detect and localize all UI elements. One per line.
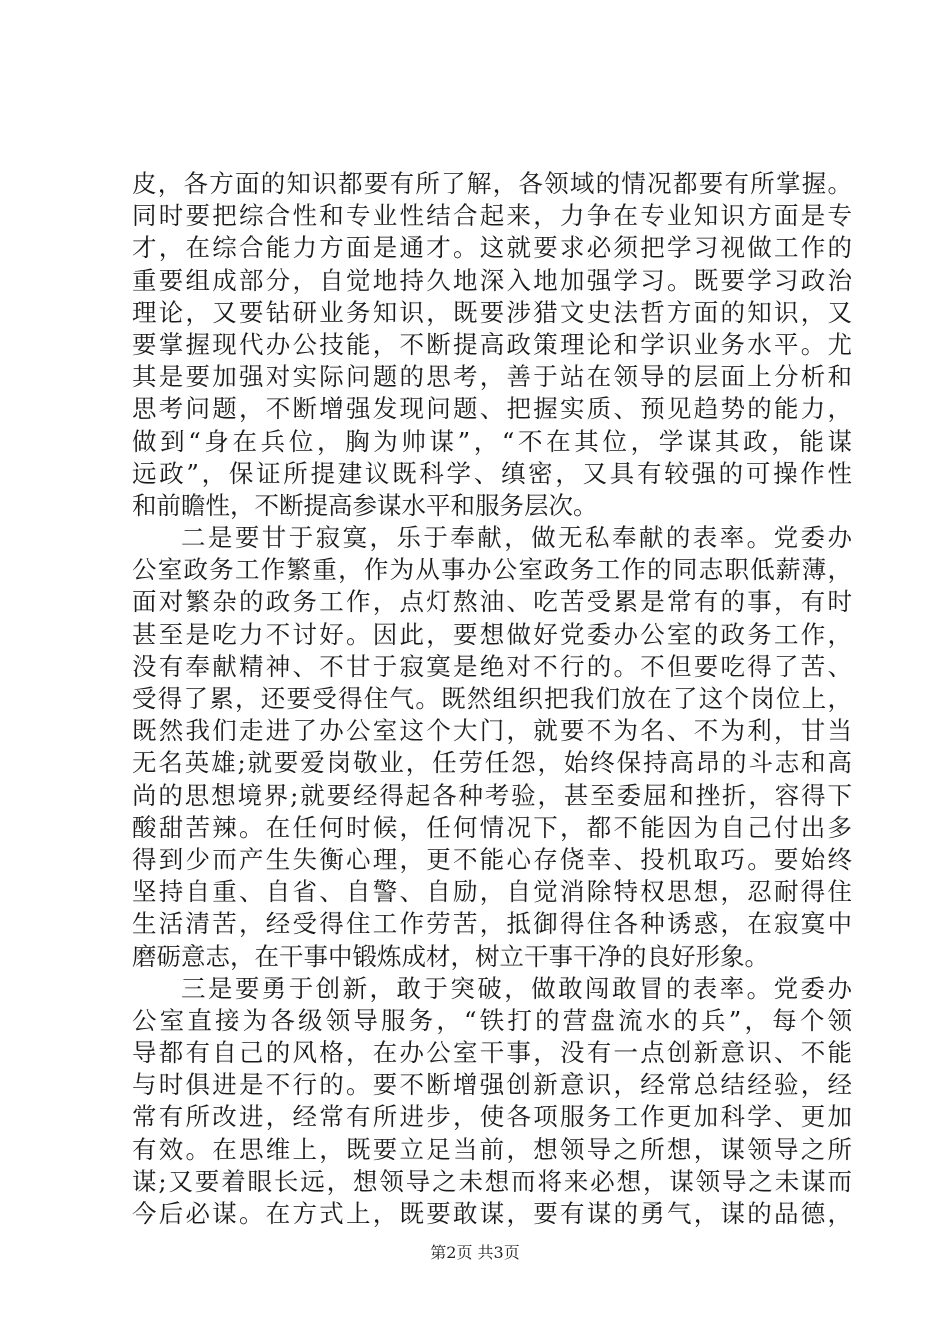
- page-number-label: 第2页 共3页: [430, 1243, 520, 1262]
- text-line: 谋;又要着眼长远，想领导之未想而将来必想，谋领导之未谋而: [132, 1166, 852, 1196]
- text-line: 甚至是吃力不讨好。因此，要想做好党委办公室的政务工作，: [132, 619, 852, 649]
- text-line: 常有所改进，经常有所进步，使各项服务工作更加科学、更加: [132, 1102, 852, 1132]
- text-line: 无名英雄;就要爱岗敬业，任劳任怨，始终保持高昂的斗志和高: [132, 748, 852, 778]
- text-line: 做到“身在兵位，胸为帅谋”，“不在其位，学谋其政，能谋: [132, 426, 852, 456]
- text-line: 受得了累，还要受得住气。既然组织把我们放在了这个岗位上，: [132, 684, 852, 713]
- text-line: 才，在综合能力方面是通才。这就要求必须把学习视做工作的: [132, 233, 852, 263]
- text-line: 思考问题，不断增强发现问题、把握实质、预见趋势的能力，: [132, 394, 852, 424]
- text-line: 有效。在思维上，既要立足当前，想领导之所想，谋领导之所: [132, 1134, 852, 1164]
- page-footer: [0, 1240, 950, 1263]
- text-line: 面对繁杂的政务工作，点灯熬油、吃苦受累是常有的事，有时: [132, 587, 852, 617]
- text-line: 理论，又要钻研业务知识，既要涉猎文史法哲方面的知识，又: [132, 297, 852, 327]
- text-line: 公室直接为各级领导服务，“铁打的营盘流水的兵”，每个领: [132, 1005, 852, 1035]
- text-line: 磨砺意志，在干事中锻炼成材，树立干事干净的良好形象。: [132, 941, 769, 971]
- text-line: 酸甜苦辣。在任何时候，任何情况下，都不能因为自己付出多: [132, 812, 852, 842]
- text-line: 公室政务工作繁重，作为从事办公室政务工作的同志职低薪薄，: [132, 555, 852, 585]
- text-line: 重要组成部分，自觉地持久地深入地加强学习。既要学习政治: [132, 265, 852, 295]
- text-line: 没有奉献精神、不甘于寂寞是绝对不行的。不但要吃得了苦、: [132, 651, 852, 681]
- text-line: 导都有自己的风格，在办公室干事，没有一点创新意识、不能: [132, 1038, 852, 1068]
- text-line: 要掌握现代办公技能，不断提高政策理论和学识业务水平。尤: [132, 329, 852, 359]
- text-line: 其是要加强对实际问题的思考，善于站在领导的层面上分析和: [132, 362, 852, 392]
- text-line: 得到少而产生失衡心理，更不能心存侥幸、投机取巧。要始终: [132, 844, 852, 874]
- document-body: [132, 168, 852, 1230]
- text-line: 与时俱进是不行的。要不断增强创新意识，经常总结经验，经: [132, 1070, 852, 1100]
- text-line: 远政”，保证所提建议既科学、缜密，又具有较强的可操作性: [132, 458, 852, 488]
- text-line: 三是要勇于创新，敢于突破，做敢闯敢冒的表率。党委办: [181, 973, 852, 1003]
- text-line: 既然我们走进了办公室这个大门，就要不为名、不为利，甘当: [132, 716, 852, 746]
- text-line: 今后必谋。在方式上，既要敢谋，要有谋的勇气，谋的品德，: [132, 1199, 852, 1228]
- text-line: 坚持自重、自省、自警、自励，自觉消除特权思想，忍耐得住: [132, 877, 852, 907]
- text-line: 生活清苦，经受得住工作劳苦，抵御得住各种诱惑，在寂寞中: [132, 909, 852, 939]
- text-line: 尚的思想境界;就要经得起各种考验，甚至委屈和挫折，容得下: [132, 780, 852, 810]
- text-line: 皮，各方面的知识都要有所了解，各领域的情况都要有所掌握。: [132, 169, 852, 198]
- text-line: 和前瞻性，不断提高参谋水平和服务层次。: [132, 490, 598, 520]
- text-line: 同时要把综合性和专业性结合起来，力争在专业知识方面是专: [132, 201, 852, 231]
- text-line: 二是要甘于寂寞，乐于奉献，做无私奉献的表率。党委办: [181, 523, 852, 553]
